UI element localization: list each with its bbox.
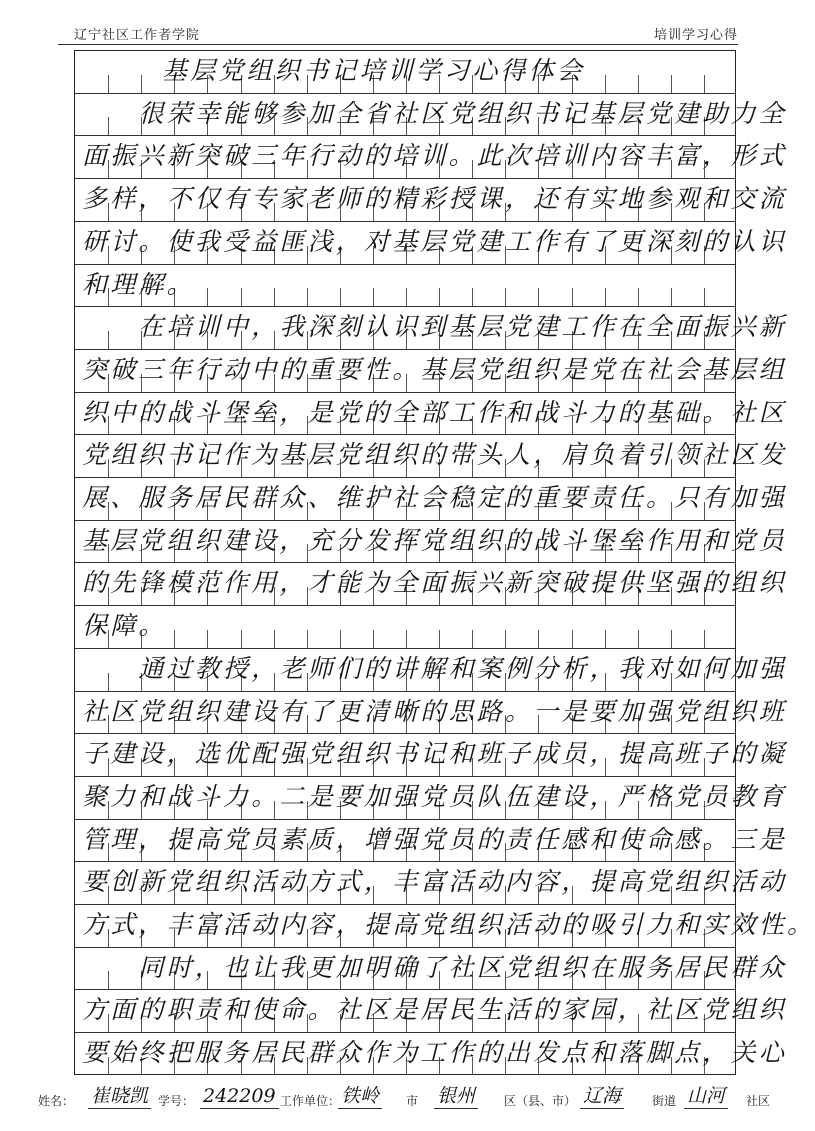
essay-line: 展、服务居民群众、维护社会稳定的重要责任。只有加强: [82, 483, 788, 512]
essay-title: 基层党组织书记培训学习心得体会: [162, 56, 586, 85]
essay-line: 通过教授，老师们的讲解和案例分析，我对如何加强: [82, 653, 788, 683]
essay-line: 方面的职责和使命。社区是居民生活的家园，社区党组织: [82, 995, 788, 1025]
essay-line: 保障。: [82, 611, 167, 641]
essay-line: 社区党组织建设有了更清晰的思路。一是要加强党组织班: [82, 696, 788, 726]
essay-line: 管理，提高党员素质，增强党员的责任感和使命感。三是: [82, 824, 788, 854]
header-divider: [58, 44, 738, 45]
city-label: 市: [406, 1094, 419, 1108]
essay-line: 党组织书记作为基层党组织的带头人，肩负着引领社区发: [82, 440, 788, 470]
essay-line: 研讨。使我受益匪浅，对基层党建工作有了更深刻的认识: [82, 226, 788, 256]
district-label: 区（县、市）: [504, 1094, 577, 1108]
name-value: 崔晓凯: [88, 1084, 151, 1109]
street-label: 街道: [652, 1094, 677, 1108]
essay-line: 织中的战斗堡垒，是党的全部工作和战斗力的基础。社区: [82, 397, 788, 427]
student-id-value: 242209: [200, 1084, 279, 1109]
essay-line: 多样，不仅有专家老师的精彩授课，还有实地参观和交流: [82, 184, 788, 214]
essay-line: 要创新党组织活动方式，丰富活动内容，提高党组织活动: [82, 867, 788, 897]
essay-line: 方式，丰富活动内容，提高党组织活动的吸引力和实效性。: [82, 910, 815, 939]
student-id-label: 学号：: [158, 1094, 195, 1108]
essay-line: 突破三年行动中的重要性。基层党组织是党在社会基层组: [82, 354, 788, 384]
essay-line: 在培训中，我深刻认识到基层党建工作在全面振兴新: [82, 312, 788, 342]
institution-name: 辽宁社区工作者学院: [74, 28, 201, 43]
essay-line: 要始终把服务居民群众作为工作的出发点和落脚点，关心: [82, 1038, 788, 1068]
name-label: 姓名：: [38, 1094, 75, 1108]
essay-line: 面振兴新突破三年行动的培训。此次培训内容丰富，形式: [82, 141, 788, 171]
community-value: 山河: [684, 1084, 728, 1109]
page-header: [58, 20, 738, 42]
street-value: 辽海: [580, 1084, 624, 1109]
essay-line: 和理解。: [82, 269, 195, 299]
essay-line: 子建设，选优配强党组织书记和班子成员，提高班子的凝: [82, 739, 788, 769]
essay-line: 聚力和战斗力。二是要加强党员队伍建设，严格党员教育: [82, 781, 788, 811]
district-value: 银州: [434, 1084, 478, 1109]
page-footer: [38, 1086, 778, 1110]
document-type: 培训学习心得: [653, 28, 738, 43]
city-value: 铁岭: [338, 1084, 382, 1109]
essay-line: 基层党组织建设，充分发挥党组织的战斗堡垒作用和党员: [82, 525, 788, 555]
essay-line: 的先锋模范作用，才能为全面振兴新突破提供坚强的组织: [82, 568, 788, 598]
essay-line: 同时，也让我更加明确了社区党组织在服务居民群众: [82, 952, 788, 982]
work-unit-label: 工作单位：: [280, 1094, 341, 1108]
community-label: 社区: [746, 1094, 771, 1108]
essay-line: 很荣幸能够参加全省社区党组织书记基层党建助力全: [82, 98, 788, 128]
